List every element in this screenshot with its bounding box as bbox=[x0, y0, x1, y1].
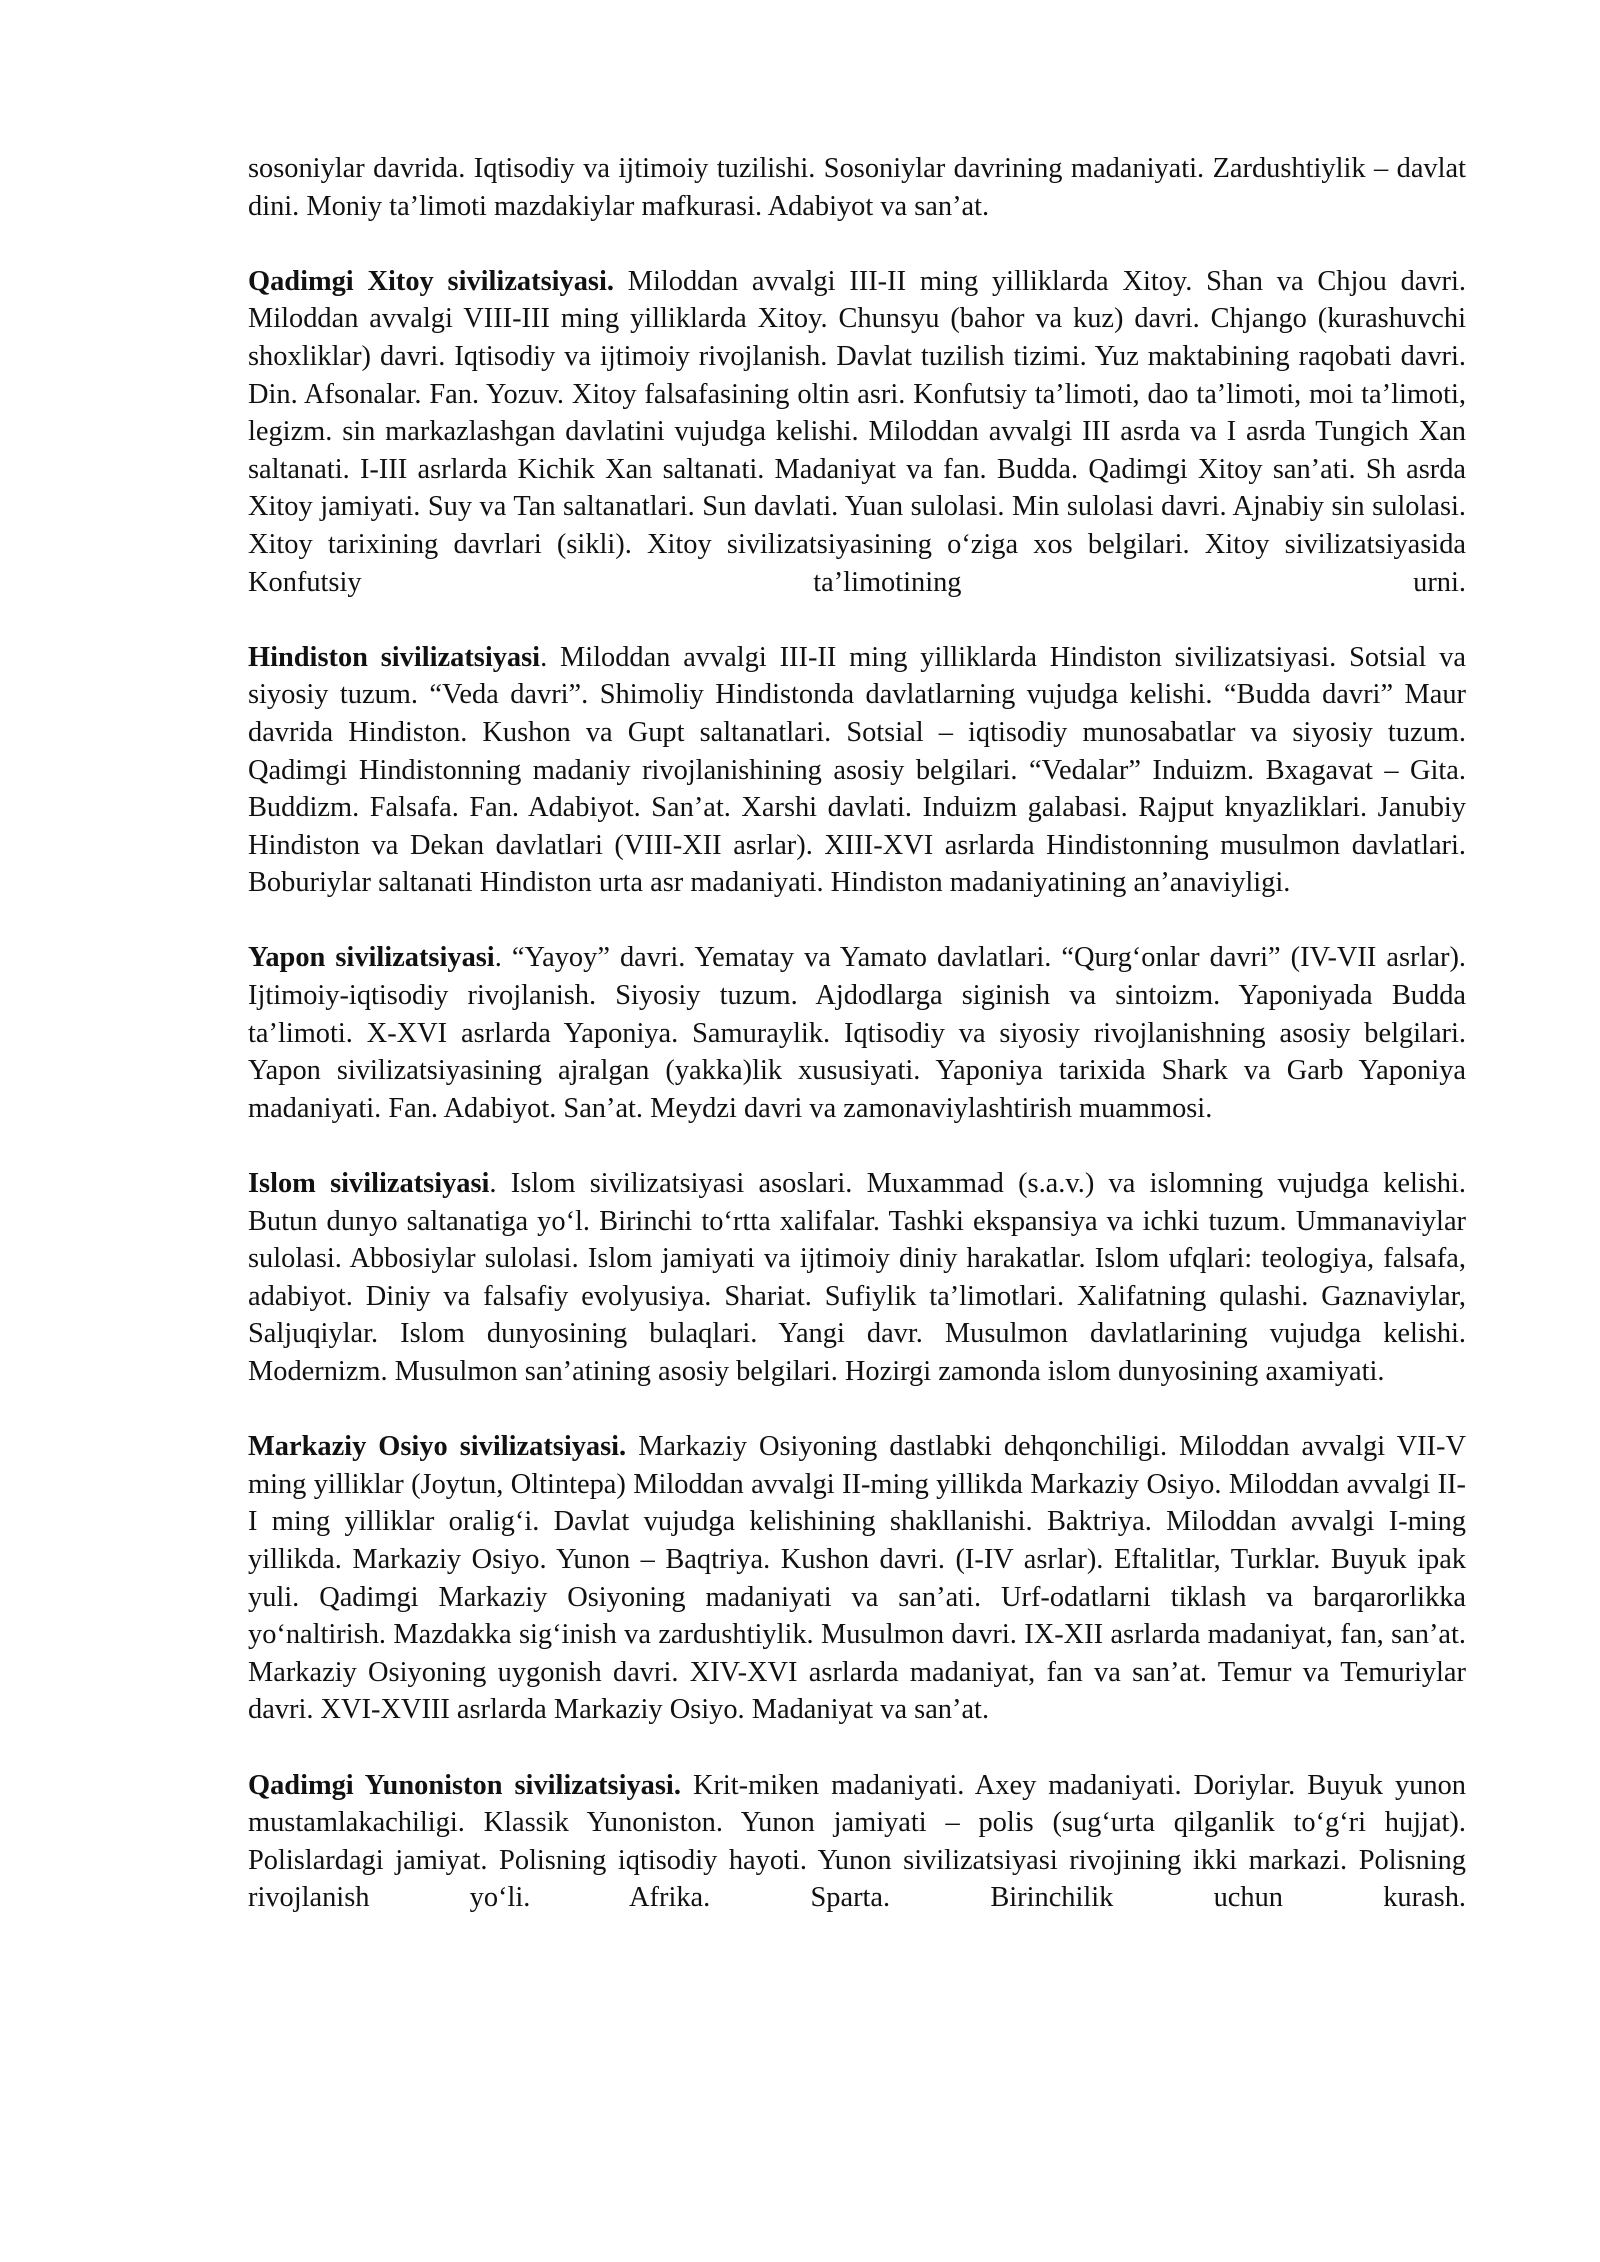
paragraph-markaziy-osiyo bbox=[248, 1428, 1466, 1729]
document-page bbox=[248, 150, 1466, 1955]
section-heading-yunoniston: Qadimgi Yunoniston sivilizatsiyasi. bbox=[248, 1769, 681, 1801]
paragraph-text: Krit-miken madaniyati. Axey madaniyati. Doriylar. Buyuk yunon mustamlakachiligi. Klassik Yunoniston. Yunon jamiyati – polis (sug‘urta qilganlik to‘g‘ri hujjat). Polislardagi jamiyat. Polisning iqtisodiy hayoti. Yunon sivilizatsiyasi rivojining ikki markazi. Polisning rivojlanish yo‘li. Afrika. Sparta. Birinchilik uchun kurash. bbox=[248, 1769, 1466, 1914]
section-heading-hindiston: Hindiston sivilizatsiyasi bbox=[248, 641, 541, 673]
paragraph-text: . “Yayoy” davri. Yematay va Yamato davlatlari. “Qurg‘onlar davri” (IV-VII asrlar). Ijtimoiy-iqtisodiy rivojlanish. Siyosiy tuzum. Ajdodlarga siginish va sintoizm. Yaponiyada Budda ta’limoti. X-XVI asrlarda Yaponiya. Samuraylik. Iqtisodiy va siyosiy rivojlanishning asosiy belgilari. Yapon sivilizatsiyasining ajralgan (yakka)lik xususiyati. Yaponiya tarixida Shark va Garb Yaponiya madaniyati. Fan. Adabiyot. San’at. Meydzi davri va zamonaviylashtirish muammosi. bbox=[248, 942, 1466, 1124]
paragraph-text: . Islom sivilizatsiyasi asoslari. Muxammad (s.a.v.) va islomning vujudga kelishi. Butun dunyo saltanatiga yo‘l. Birinchi to‘rtta xalifalar. Tashki ekspansiya va ichki tuzum. Ummanaviylar sulolasi. Abbosiylar sulolasi. Islom jamiyati va ijtimoiy diniy harakatlar. Islom ufqlari: teologiya, falsafa, adabiyot. Diniy va falsafiy evolyusiya. Shariat. Sufiylik ta’limotlari. Xalifatning qulashi. Gaznaviylar, Saljuqiylar. Islom dunyosining bulaqlari. Yangi davr. Musulmon davlatlarining vujudga kelishi. Modernizm. Musulmon san’atining asosiy belgilari. Hozirgi zamonda islom dunyosining axamiyati. bbox=[248, 1168, 1466, 1387]
section-heading-markaziy-osiyo: Markaziy Osiyo sivilizatsiyasi. bbox=[248, 1431, 627, 1463]
paragraph-xitoy bbox=[248, 263, 1466, 601]
paragraph-text: Miloddan avvalgi III-II ming yilliklarda Xitoy. Shan va Chjou davri. Miloddan avvalgi VIII-III ming yilliklarda Xitoy. Chunsyu (bahor va kuz) davri. Chjango (kurashuvchi shoxliklar) davri. Iqtisodiy va ijtimoiy rivojlanish. Davlat tuzilish tizimi. Yuz maktabining raqobati davri. Din. Afsonalar. Fan. Yozuv. Xitoy falsafasining oltin asri. Konfutsiy ta’limoti, dao ta’limoti, moi ta’limoti, legizm. sin markazlashgan davlatini vujudga kelishi. Miloddan avvalgi III asrda va I asrda Tungich Xan saltanati. I-III asrlarda Kichik Xan saltanati. Madaniyat va fan. Budda. Qadimgi Xitoy san’ati. Sh asrda Xitoy jamiyati. Suy va Tan saltanatlari. Sun davlati. Yuan sulolasi. Min sulolasi davri. Ajnabiy sin sulolasi. Xitoy tarixining davrlari (sikli). Xitoy sivilizatsiyasining o‘ziga xos belgilari. Xitoy sivilizatsiyasida Konfutsiy ta’limotining urni. bbox=[248, 265, 1466, 598]
paragraph-hindiston bbox=[248, 639, 1466, 902]
paragraph-yunoniston bbox=[248, 1767, 1466, 1917]
paragraph-sosoniylar bbox=[248, 150, 1466, 225]
section-heading-islom: Islom sivilizatsiyasi bbox=[248, 1168, 490, 1200]
section-heading-yapon: Yapon sivilizatsiyasi bbox=[248, 942, 495, 974]
paragraph-yapon bbox=[248, 939, 1466, 1127]
paragraph-text: . Miloddan avvalgi III-II ming yilliklarda Hindiston sivilizatsiyasi. Sotsial va siyosiy tuzum. “Veda davri”. Shimoliy Hindistonda davlatlarning vujudga kelishi. “Budda davri” Maur davrida Hindiston. Kushon va Gupt saltanatlari. Sotsial – iqtisodiy munosabatlar va siyosiy tuzum. Qadimgi Hindistonning madaniy rivojlanishining asosiy belgilari. “Vedalar” Induizm. Bxagavat – Gita. Buddizm. Falsafa. Fan. Adabiyot. San’at. Xarshi davlati. Induizm galabasi. Rajput knyazliklari. Janubiy Hindiston va Dekan davlatlari (VIII-XII asrlar). XIII-XVI asrlarda Hindistonning musulmon davlatlari. Boburiylar saltanati Hindiston urta asr madaniyati. Hindiston madaniyatining an’anaviyligi. bbox=[248, 641, 1466, 899]
paragraph-text: Markaziy Osiyoning dastlabki dehqonchiligi. Miloddan avvalgi VII-V ming yilliklar (Joytun, Oltintepa) Miloddan avvalgi II-ming yillikda Markaziy Osiyo. Miloddan avvalgi II-I ming yilliklar oralig‘i. Davlat vujudga kelishining shakllanishi. Baktriya. Miloddan avvalgi I-ming yillikda. Markaziy Osiyo. Yunon – Baqtriya. Kushon davri. (I-IV asrlar). Eftalitlar, Turklar. Buyuk ipak yuli. Qadimgi Markaziy Osiyoning madaniyati va san’ati. Urf-odatlarni tiklash va barqarorlikka yo‘naltirish. Mazdakka sig‘inish va zardushtiylik. Musulmon davri. IX-XII asrlarda madaniyat, fan, san’at. Markaziy Osiyoning uygonish davri. XIV-XVI asrlarda madaniyat, fan va san’at. Temur va Temuriylar davri. XVI-XVIII asrlarda Markaziy Osiyo. Madaniyat va san’at. bbox=[248, 1431, 1467, 1726]
paragraph-islom bbox=[248, 1165, 1466, 1391]
paragraph-text: sosoniylar davrida. Iqtisodiy va ijtimoiy tuzilishi. Sosoniylar davrining madaniyati. Zardushtiylik – davlat dini. Moniy ta’limoti mazdakiylar mafkurasi. Adabiyot va san’at. bbox=[248, 153, 1466, 222]
section-heading-xitoy: Qadimgi Xitoy sivilizatsiyasi. bbox=[248, 265, 614, 297]
